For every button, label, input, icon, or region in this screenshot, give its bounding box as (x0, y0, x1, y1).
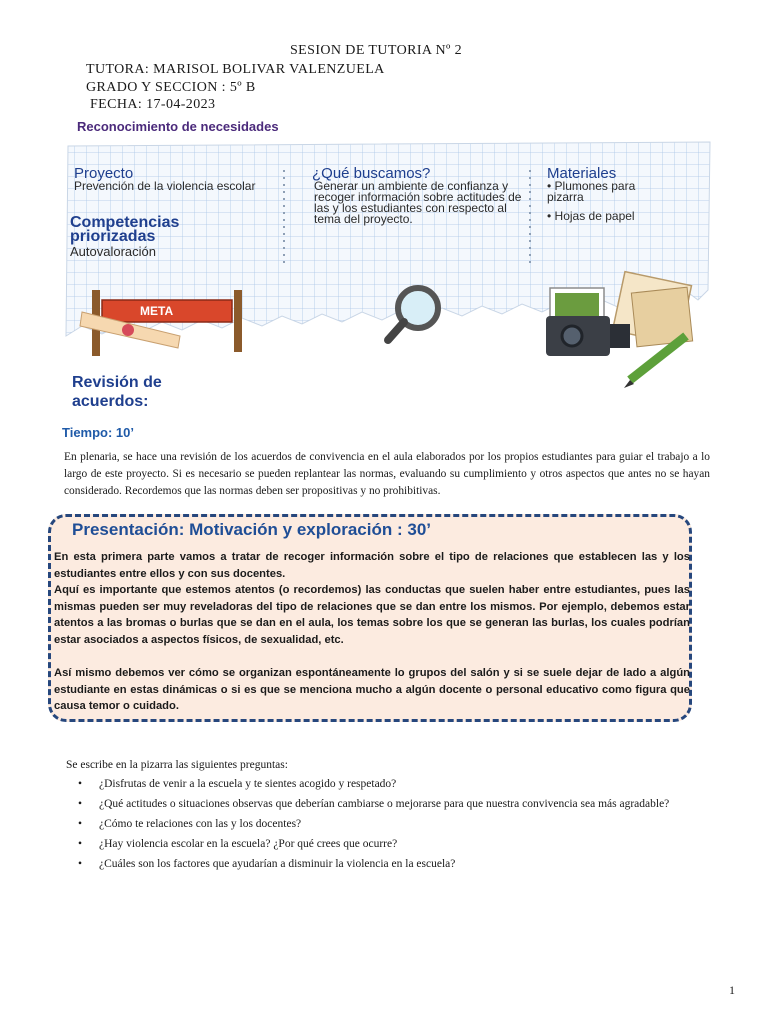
grade-section: GRADO Y SECCION : 5º B (86, 80, 256, 95)
materiales-item-2: • Hojas de papel (547, 209, 635, 223)
revision-heading: Revisión de acuerdos: (72, 374, 162, 410)
presentacion-paragraphs-1-2 (54, 549, 690, 648)
tutor-name: TUTORA: MARISOL BOLIVAR VALENZUELA (86, 62, 385, 77)
presentacion-heading: Presentación: Motivación y exploración : 30’ (72, 520, 431, 539)
list-item: • ¿Cómo te relaciones con las y los docentes? (76, 816, 716, 833)
list-item: • ¿Hay violencia escolar en la escuela? ¿Por qué crees que ocurre? (76, 836, 716, 853)
session-date: FECHA: 17-04-2023 (90, 97, 216, 112)
competencias-text: Autovaloración (70, 244, 156, 259)
buscamos-text: Generar un ambiente de confianza y recoger información sobre actitudes de las y los estudiantes con respecto al tema del proyecto. (314, 179, 522, 226)
bullet-icon: • (78, 778, 83, 790)
questions-list (76, 776, 716, 876)
list-item: • ¿Disfrutas de venir a la escuela y te sientes acogido y respetado? (76, 776, 716, 793)
meta-label: META (140, 304, 174, 318)
materiales-heading: Materiales (547, 165, 617, 182)
list-item: • ¿Qué actitudes o situaciones observas que deberían cambiarse o mejorarse para que nuestra convivencia sea más agradable? (76, 796, 716, 813)
project-banner (62, 140, 715, 390)
competencias-heading: Competencias priorizadas (70, 214, 180, 245)
list-item: • ¿Cuáles son los factores que ayudarían a disminuir la violencia en la escuela? (76, 856, 716, 873)
revision-time: Tiempo: 10’ (62, 425, 135, 440)
bullet-icon: • (78, 838, 83, 850)
section-heading-reconocimiento: Reconocimiento de necesidades (77, 119, 279, 134)
session-title: SESION DE TUTORIA Nº 2 (290, 43, 463, 58)
page-number: 1 (729, 983, 735, 997)
presentacion-para-1: En esta primera parte vamos a tratar de recoger información sobre el tipo de relaciones que establecen las y los estudiantes entre ellos y con sus docentes. (54, 551, 690, 580)
materiales-item-1: • Plumones para pizarra (547, 179, 636, 204)
presentacion-para-3: Así mismo debemos ver cómo se organizan espontáneamente lo grupos del salón y si se suele dejar de lado a algún estudiante en estas dinámicas o si es que se menciona mucho a algún docente o personal educativo como figura que causa temor o cuidado. (54, 667, 690, 712)
presentacion-para-2: Aquí es importante que estemos atentos (o recordemos) las conductas que suelen haber entre estudiantes, pues las mismas pueden ser muy reveladoras del tipo de relaciones que se dan entre los mismos. Por ejemplo, debemos estar atentos a las bromas o burlas que se dan en el aula, los temas sobre los que se generan las burlas, los cuales podrían estar asociados a aspectos físicos, de sexualidad, etc. (54, 584, 690, 646)
buscamos-heading: ¿Qué buscamos? (312, 165, 431, 182)
questions-intro: Se escribe en la pizarra las siguientes preguntas: (66, 759, 288, 771)
bullet-icon: • (78, 818, 83, 830)
bullet-icon: • (78, 858, 83, 870)
revision-paragraph: En plenaria, se hace una revisión de los acuerdos de convivencia en el aula elaborados por los propios estudiantes para guiar el trabajo a lo largo de este proyecto. Si es necesario se pueden replantear las normas, evaluando su cumplimiento y otros aspectos que antes no se hayan considerado. Recordemos que las normas deben ser propositivas y no prohibitivas. (64, 451, 710, 497)
bullet-icon: • (78, 798, 83, 810)
proyecto-text: Prevención de la violencia escolar (74, 179, 256, 193)
proyecto-heading: Proyecto (74, 165, 134, 182)
